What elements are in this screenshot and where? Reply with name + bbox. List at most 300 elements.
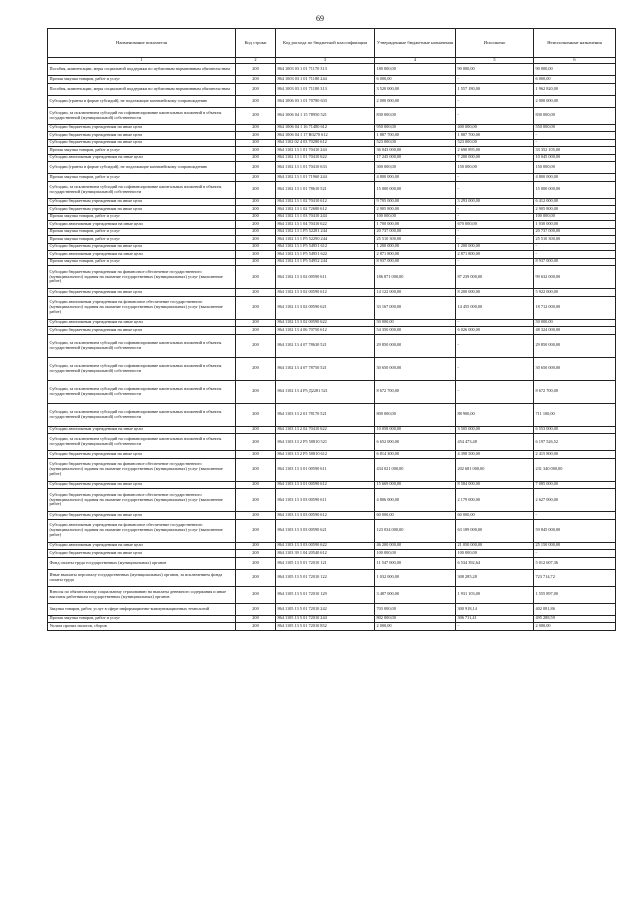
row-line-code: 200 <box>236 95 276 107</box>
row-executed: 6 026 000,00 <box>456 327 534 335</box>
row-classification-code: 864 1102 13 3 02 00590 611 <box>276 266 375 289</box>
row-remaining: 6 553 000,00 <box>534 426 616 434</box>
row-classification-code: 864 1102 13 1 P5 54952 244 <box>276 258 375 266</box>
table-row <box>48 266 616 289</box>
row-executed: - <box>456 380 534 403</box>
row-approved: 11 547 000,00 <box>375 557 456 569</box>
table-row <box>48 124 616 132</box>
row-line-code: 200 <box>236 76 276 84</box>
header-line-code: Код строки <box>236 29 276 58</box>
table-row <box>48 76 616 84</box>
row-remaining: 2 627 000,00 <box>534 489 616 512</box>
col-number: 3 <box>276 58 375 64</box>
row-executed: 60 000,00 <box>456 512 534 520</box>
row-line-code: 200 <box>236 319 276 327</box>
row-classification-code: 864 1102 13 1 01 71960 244 <box>276 174 375 182</box>
header-approved: Утвержденные бюджетные назначения <box>375 29 456 58</box>
row-approved: 2 000,00 <box>375 623 456 631</box>
row-classification-code: 864 1103 13 3 01 00590 612 <box>276 481 375 489</box>
row-remaining: 18 712 000,00 <box>534 296 616 319</box>
row-remaining: 2 415 800,00 <box>534 451 616 459</box>
row-line-code: 200 <box>236 512 276 520</box>
table-row <box>48 550 616 558</box>
row-name: Субсидии, за исключением субсидий на софинансирование капитальных вложений в объекты государственной (муниципальной) собственности <box>48 181 236 198</box>
table-row <box>48 95 616 107</box>
row-approved: 25 510 300,00 <box>375 236 456 244</box>
row-name: Субсидии (гранты в форме субсидий), не подлежащие казначейскому сопровождению <box>48 95 236 107</box>
row-approved: 36 043 000,00 <box>375 147 456 155</box>
row-line-code: 200 <box>236 258 276 266</box>
table-row <box>48 258 616 266</box>
table-row <box>48 107 616 124</box>
row-executed: 3 293 000,00 <box>456 198 534 206</box>
table-row <box>48 319 616 327</box>
row-classification-code: 864 1102 13 1 P5 54951 612 <box>276 243 375 251</box>
row-remaining: 29 850 000,00 <box>534 334 616 357</box>
row-remaining: 6 412 000,00 <box>534 198 616 206</box>
row-approved: 46 200 000,00 <box>375 542 456 550</box>
row-approved: 123 034 000,00 <box>375 519 456 542</box>
row-executed: - <box>456 258 534 266</box>
row-line-code: 200 <box>236 327 276 335</box>
row-executed: - <box>456 174 534 182</box>
row-name: Субсидии автономным учреждениям на иные цели <box>48 154 236 162</box>
row-classification-code: 864 1003 03 1 01 71180 313 <box>276 83 375 95</box>
row-name: Субсидии бюджетным учреждениям на иные цели <box>48 198 236 206</box>
table-row <box>48 147 616 155</box>
table-row <box>48 569 616 586</box>
row-classification-code: 864 1102 13 1 P5 52281 244 <box>276 228 375 236</box>
row-name: Субсидии (гранты в форме субсидий), не подлежащие казначейскому сопровождению <box>48 162 236 174</box>
row-name: Субсидии бюджетным учреждениям на иные цели <box>48 550 236 558</box>
row-classification-code: 864 1006 04 1 15 78950 521 <box>276 107 375 124</box>
row-classification-code: 864 1003 03 1 01 71180 244 <box>276 76 375 84</box>
row-line-code: 200 <box>236 603 276 615</box>
table-row <box>48 403 616 426</box>
row-name: Субсидии бюджетным учреждениям на иные цели <box>48 132 236 140</box>
table-row <box>48 174 616 182</box>
col-number: 6 <box>534 58 616 64</box>
table-row <box>48 542 616 550</box>
row-name: Прочая закупка товаров, работ и услуг <box>48 258 236 266</box>
row-remaining: 59 845 000,00 <box>534 519 616 542</box>
table-row <box>48 557 616 569</box>
row-classification-code: 864 1102 13 1 02 70410 612 <box>276 198 375 206</box>
row-classification-code: 864 1102 13 4 P5 Д2281 521 <box>276 380 375 403</box>
table-row <box>48 603 616 615</box>
row-classification-code: 864 1102 13 1 P5 52290 244 <box>276 236 375 244</box>
row-approved: 17 245 000,00 <box>375 154 456 162</box>
table-row <box>48 221 616 229</box>
table-row <box>48 357 616 380</box>
row-executed: 100 000,00 <box>456 550 534 558</box>
row-approved: 10 058 000,00 <box>375 426 456 434</box>
header-remaining: Неисполненные назначения <box>534 29 616 58</box>
row-remaining: 10 045 000,00 <box>534 154 616 162</box>
table-row <box>48 251 616 259</box>
row-approved: 6 652 000,00 <box>375 434 456 451</box>
row-name: Прочая закупка товаров, работ и услуг <box>48 213 236 221</box>
table-body <box>48 64 616 631</box>
row-remaining: 495 288,59 <box>534 615 616 623</box>
row-line-code: 200 <box>236 403 276 426</box>
row-approved: 30 650 000,00 <box>375 357 456 380</box>
row-executed: - <box>456 181 534 198</box>
row-classification-code: 864 1006 04 1 16 71480 612 <box>276 124 375 132</box>
table-row <box>48 236 616 244</box>
row-remaining: 15 000 000,00 <box>534 181 616 198</box>
row-remaining: - <box>534 243 616 251</box>
row-remaining: 550 000,00 <box>534 124 616 132</box>
page-number: 69 <box>316 14 324 23</box>
row-classification-code: 864 1105 13 5 01 72010 244 <box>276 615 375 623</box>
col-number: 5 <box>456 58 534 64</box>
row-line-code: 200 <box>236 213 276 221</box>
row-approved: 2 871 800,00 <box>375 251 456 259</box>
row-remaining: 8 672 700,00 <box>534 380 616 403</box>
table-row <box>48 458 616 481</box>
row-line-code: 200 <box>236 451 276 459</box>
row-line-code: 200 <box>236 334 276 357</box>
row-approved: 8 672 700,00 <box>375 380 456 403</box>
row-classification-code: 864 1102 13 3 02 00590 612 <box>276 289 375 297</box>
row-remaining: 830 000,00 <box>534 107 616 124</box>
row-classification-code: 864 1103 13 2 02 70410 622 <box>276 426 375 434</box>
row-classification-code: 864 1103 39 1 04 20540 612 <box>276 550 375 558</box>
row-executed: 454 473,48 <box>456 434 534 451</box>
row-executed: - <box>456 76 534 84</box>
row-name: Субсидии бюджетным учреждениям на финансовое обеспечение государственного (муниципального) задания на оказание государственных (муниципальных) услуг (выполнение работ) <box>48 266 236 289</box>
row-name: Пособия, компенсации, меры социальной поддержки по публичным нормативным обязательствам <box>48 64 236 76</box>
row-name: Субсидии, за исключением субсидий на софинансирование капитальных вложений в объекты государственной (муниципальной) собственности <box>48 380 236 403</box>
table-row <box>48 289 616 297</box>
row-line-code: 200 <box>236 83 276 95</box>
row-line-code: 200 <box>236 615 276 623</box>
row-line-code: 200 <box>236 154 276 162</box>
row-line-code: 200 <box>236 481 276 489</box>
row-name: Субсидии, за исключением субсидий на софинансирование капитальных вложений в объекты государственной (муниципальной) собственности <box>48 334 236 357</box>
row-name: Субсидии, за исключением субсидий на софинансирование капитальных вложений в объекты государственной (муниципальной) собственности <box>48 107 236 124</box>
row-line-code: 200 <box>236 139 276 147</box>
row-line-code: 200 <box>236 557 276 569</box>
row-remaining: - <box>534 132 616 140</box>
row-classification-code: 864 1105 13 5 01 72010 121 <box>276 557 375 569</box>
row-line-code: 200 <box>236 206 276 214</box>
row-approved: 1 200 000,00 <box>375 243 456 251</box>
row-remaining: 1 030 000,00 <box>534 221 616 229</box>
row-remaining: 2 000,00 <box>534 623 616 631</box>
row-line-code: 200 <box>236 236 276 244</box>
budget-execution-table <box>47 28 616 631</box>
row-approved: 802 000,00 <box>375 615 456 623</box>
row-line-code: 200 <box>236 569 276 586</box>
row-name: Субсидии бюджетным учреждениям на иные цели <box>48 512 236 520</box>
row-line-code: 200 <box>236 586 276 603</box>
row-executed: 202 681 000,00 <box>456 458 534 481</box>
row-name: Прочая закупка товаров, работ и услуг <box>48 615 236 623</box>
table-row <box>48 615 616 623</box>
row-line-code: 200 <box>236 198 276 206</box>
col-number: 2 <box>236 58 276 64</box>
row-line-code: 200 <box>236 243 276 251</box>
row-classification-code: 864 1103 13 2 P5 50810 612 <box>276 451 375 459</box>
row-remaining: 25 150 000,00 <box>534 542 616 550</box>
row-name: Субсидии бюджетным учреждениям на иные цели <box>48 139 236 147</box>
row-executed: - <box>456 213 534 221</box>
row-executed: 2 179 000,00 <box>456 489 534 512</box>
row-approved: 60 000,00 <box>375 512 456 520</box>
row-executed: 21 050 000,00 <box>456 542 534 550</box>
row-line-code: 200 <box>236 107 276 124</box>
row-classification-code: 864 1103 13 3 03 00590 621 <box>276 519 375 542</box>
row-classification-code: 864 1102 13 1 01 70410 633 <box>276 162 375 174</box>
row-executed: 6 534 392,64 <box>456 557 534 569</box>
row-executed: 300 918,14 <box>456 603 534 615</box>
row-line-code: 200 <box>236 519 276 542</box>
row-remaining: 711 100,00 <box>534 403 616 426</box>
row-approved: 54 350 000,00 <box>375 327 456 335</box>
row-approved: 15 669 000,00 <box>375 481 456 489</box>
row-name: Субсидии автономным учреждениям на финансовое обеспечение государственного (муниципального) задания на оказание государственных (муниципальных) услуг (выполнение работ) <box>48 519 236 542</box>
row-classification-code: 864 1103 13 2 01 78170 521 <box>276 403 375 426</box>
row-line-code: 200 <box>236 174 276 182</box>
row-executed: 1 931 103,00 <box>456 586 534 603</box>
row-approved: 15 000 000,00 <box>375 181 456 198</box>
table-row <box>48 243 616 251</box>
row-executed: - <box>456 228 534 236</box>
row-line-code: 200 <box>236 434 276 451</box>
table-row <box>48 83 616 95</box>
row-approved: 1 700 000,00 <box>375 221 456 229</box>
row-approved: 100 000,00 <box>375 550 456 558</box>
row-classification-code: 864 1006 03 1 01 70780 633 <box>276 95 375 107</box>
row-name: Субсидии бюджетным учреждениям на иные цели <box>48 124 236 132</box>
row-line-code: 200 <box>236 181 276 198</box>
row-executed: 7 200 000,00 <box>456 154 534 162</box>
row-executed: 87 239 000,00 <box>456 266 534 289</box>
row-line-code: 200 <box>236 147 276 155</box>
row-remaining: 1 962 820,00 <box>534 83 616 95</box>
row-classification-code: 864 1103 13 2 P5 50810 521 <box>276 434 375 451</box>
row-executed: 1 557 180,00 <box>456 83 534 95</box>
table-row <box>48 451 616 459</box>
header-classification-code: Код расхода по бюджетной классификации <box>276 29 375 58</box>
row-line-code: 200 <box>236 550 276 558</box>
row-name: Субсидии, за исключением субсидий на софинансирование капитальных вложений в объекты государственной (муниципальной) собственности <box>48 434 236 451</box>
row-executed: - <box>456 236 534 244</box>
row-name: Субсидии бюджетным учреждениям на иные цели <box>48 481 236 489</box>
row-name: Субсидии бюджетным учреждениям на финансовое обеспечение государственного (муниципального) задания на оказание государственных (муниципальных) услуг (выполнение работ) <box>48 489 236 512</box>
row-remaining: 402 081,86 <box>534 603 616 615</box>
row-remaining: 150 000,00 <box>534 162 616 174</box>
row-name: Субсидии автономным учреждениям на иные цели <box>48 426 236 434</box>
row-classification-code: 864 1105 13 5 01 72010 242 <box>276 603 375 615</box>
table-row <box>48 334 616 357</box>
row-approved: 4 806 000,00 <box>375 489 456 512</box>
col-number: 4 <box>375 58 456 64</box>
row-name: Субсидии автономным учреждениям на иные цели <box>48 542 236 550</box>
row-remaining: 30 650 000,00 <box>534 357 616 380</box>
row-remaining: 33 352 105,00 <box>534 147 616 155</box>
table-row <box>48 296 616 319</box>
row-approved: 100 000,00 <box>375 213 456 221</box>
row-line-code: 200 <box>236 458 276 481</box>
row-executed: 2 690 895,00 <box>456 147 534 155</box>
row-classification-code: 864 1103 13 3 03 00590 612 <box>276 512 375 520</box>
row-classification-code: 864 1102 13 1 01 70410 622 <box>276 154 375 162</box>
row-remaining: - <box>534 512 616 520</box>
row-name: Субсидии бюджетным учреждениям на финансовое обеспечение государственного (муниципального) задания на оказание государственных (муниципальных) услуг (выполнение работ) <box>48 458 236 481</box>
table-row <box>48 586 616 603</box>
row-executed: 88 900,00 <box>456 403 534 426</box>
row-approved: 830 000,00 <box>375 107 456 124</box>
row-executed: - <box>456 107 534 124</box>
row-remaining: 20 737 000,00 <box>534 228 616 236</box>
row-name: Субсидии бюджетным учреждениям на иные цели <box>48 243 236 251</box>
row-executed: 150 000,00 <box>456 162 534 174</box>
header-executed: Исполнено <box>456 29 534 58</box>
row-classification-code: 864 1102 13 1 P5 54951 622 <box>276 251 375 259</box>
row-name: Субсидии бюджетным учреждениям на иные цели <box>48 206 236 214</box>
table-row <box>48 206 616 214</box>
row-executed: - <box>456 623 534 631</box>
row-classification-code: 864 1102 13 4 07 78750 521 <box>276 357 375 380</box>
row-name: Прочая закупка товаров, работ и услуг <box>48 236 236 244</box>
header-name: Наименование показателя <box>48 29 236 58</box>
row-name: Субсидии автономным учреждениям на финансовое обеспечение государственного (муниципального) задания на оказание государственных (муниципальных) услуг (выполнение работ) <box>48 296 236 319</box>
row-name: Субсидии автономным учреждениям на иные цели <box>48 251 236 259</box>
row-executed: 14 455 000,00 <box>456 296 534 319</box>
row-executed: 306 711,41 <box>456 615 534 623</box>
row-remaining: 6 197 526,52 <box>534 434 616 451</box>
row-executed: - <box>456 319 534 327</box>
row-classification-code: 864 1103 13 3 03 00590 611 <box>276 489 375 512</box>
row-line-code: 200 <box>236 489 276 512</box>
row-classification-code: 864 1003 03 1 01 71170 313 <box>276 64 375 76</box>
row-approved: 434 021 000,00 <box>375 458 456 481</box>
row-executed: - <box>456 357 534 380</box>
row-executed: - <box>456 95 534 107</box>
row-name: Уплата прочих налогов, сборов <box>48 623 236 631</box>
table-row <box>48 512 616 520</box>
row-line-code: 200 <box>236 289 276 297</box>
row-classification-code: 864 1102 13 4 06 70750 612 <box>276 327 375 335</box>
row-name: Взносы по обязательному социальному страхованию на выплаты денежного содержания и иные выплаты работникам государственных (муниципальных) органов <box>48 586 236 603</box>
row-remaining: 5 012 607,36 <box>534 557 616 569</box>
row-remaining: 1 555 897,00 <box>534 586 616 603</box>
table-row <box>48 489 616 512</box>
table-row <box>48 154 616 162</box>
row-line-code: 200 <box>236 221 276 229</box>
row-line-code: 200 <box>236 426 276 434</box>
row-executed: 63 189 000,00 <box>456 519 534 542</box>
row-remaining: 99 632 000,00 <box>534 266 616 289</box>
row-line-code: 200 <box>236 64 276 76</box>
row-classification-code: 864 1102 13 1 01 70410 244 <box>276 147 375 155</box>
row-approved: 6 000,00 <box>375 76 456 84</box>
table-row <box>48 132 616 140</box>
row-line-code: 200 <box>236 542 276 550</box>
row-approved: 1 887 700,00 <box>375 132 456 140</box>
row-remaining: 5 922 000,00 <box>534 289 616 297</box>
row-remaining: 50 000,00 <box>534 319 616 327</box>
row-line-code: 200 <box>236 623 276 631</box>
row-approved: 3 520 000,00 <box>375 83 456 95</box>
row-remaining: 8 937 000,00 <box>534 258 616 266</box>
row-executed: 8 584 000,00 <box>456 481 534 489</box>
row-executed: 4 398 500,00 <box>456 451 534 459</box>
table-row <box>48 327 616 335</box>
row-name: Фонд оплаты труда государственных (муниципальных) органов <box>48 557 236 569</box>
row-line-code: 200 <box>236 296 276 319</box>
row-classification-code: 864 1105 13 5 01 72010 122 <box>276 569 375 586</box>
row-remaining: 100 000,00 <box>534 213 616 221</box>
table-row <box>48 426 616 434</box>
row-approved: 1 032 000,00 <box>375 569 456 586</box>
row-name: Прочая закупка товаров, работ и услуг <box>48 174 236 182</box>
row-executed: - <box>456 206 534 214</box>
table-row <box>48 139 616 147</box>
row-remaining: - <box>534 251 616 259</box>
row-remaining: - <box>534 139 616 147</box>
row-executed: 2 871 800,00 <box>456 251 534 259</box>
row-name: Прочая закупка товаров, работ и услуг <box>48 76 236 84</box>
table-row <box>48 162 616 174</box>
row-approved: 9 705 000,00 <box>375 198 456 206</box>
row-remaining: - <box>534 550 616 558</box>
row-approved: 14 122 000,00 <box>375 289 456 297</box>
row-remaining: 231 340 000,00 <box>534 458 616 481</box>
row-remaining: 7 085 000,00 <box>534 481 616 489</box>
row-approved: 3 487 000,00 <box>375 586 456 603</box>
row-classification-code: 864 1103 13 3 01 00590 611 <box>276 458 375 481</box>
row-executed: 90 000,00 <box>456 64 534 76</box>
table-row <box>48 64 616 76</box>
row-executed: 1 887 700,00 <box>456 132 534 140</box>
row-approved: 29 850 000,00 <box>375 334 456 357</box>
row-executed: 3 505 000,00 <box>456 426 534 434</box>
row-classification-code: 864 1103 13 3 03 00590 622 <box>276 542 375 550</box>
row-approved: 703 000,00 <box>375 603 456 615</box>
row-line-code: 200 <box>236 266 276 289</box>
row-approved: 20 737 000,00 <box>375 228 456 236</box>
row-line-code: 200 <box>236 251 276 259</box>
row-line-code: 200 <box>236 132 276 140</box>
row-executed: 400 000,00 <box>456 124 534 132</box>
row-classification-code: 864 1105 13 5 01 72010 129 <box>276 586 375 603</box>
row-name: Субсидии автономным учреждениям на иные цели <box>48 221 236 229</box>
row-approved: 6 814 300,00 <box>375 451 456 459</box>
row-line-code: 200 <box>236 124 276 132</box>
row-name: Субсидии бюджетным учреждениям на иные цели <box>48 327 236 335</box>
row-name: Субсидии автономным учреждениям на иные цели <box>48 319 236 327</box>
row-remaining: 25 510 300,00 <box>534 236 616 244</box>
row-remaining: 723 714,72 <box>534 569 616 586</box>
row-name: Субсидии бюджетным учреждениям на иные цели <box>48 451 236 459</box>
row-remaining: 48 324 000,00 <box>534 327 616 335</box>
row-remaining: 6 000,00 <box>534 76 616 84</box>
row-classification-code: 864 1102 13 1 03 70410 244 <box>276 213 375 221</box>
row-name: Субсидии, за исключением субсидий на софинансирование капитальных вложений в объекты государственной (муниципальной) собственности <box>48 403 236 426</box>
row-remaining: 90 000,00 <box>534 64 616 76</box>
row-approved: 180 000,00 <box>375 64 456 76</box>
table-row <box>48 434 616 451</box>
row-executed: 8 200 000,00 <box>456 289 534 297</box>
table-row <box>48 198 616 206</box>
row-approved: 800 000,00 <box>375 403 456 426</box>
row-name: Иные выплаты персоналу государственных (муниципальных) органов, за исключением фонда оплаты труда <box>48 569 236 586</box>
row-name: Прочая закупка товаров, работ и услуг <box>48 147 236 155</box>
